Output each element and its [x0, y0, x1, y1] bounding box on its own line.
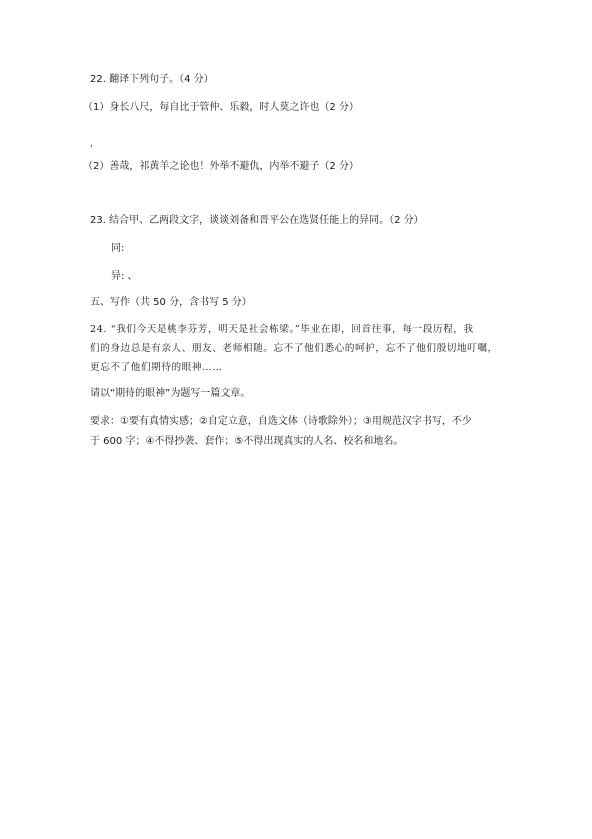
question-22-item-1: （1）身长八尺，每自比于管仲、乐毅，时人莫之许也（2 分） [83, 102, 359, 113]
question-23-diff-label: 异: 、 [111, 271, 138, 282]
question-24-prompt-line-2: 们的身边总是有亲人、朋友、老师相随。忘不了他们悉心的呵护，忘不了他们殷切地叮嘱， [90, 343, 498, 354]
stray-mark: ， [90, 139, 100, 149]
question-23-title: 23. 结合甲、乙两段文字，谈谈刘备和晋平公在选贤任能上的异同。（2 分） [90, 215, 424, 226]
question-23-same-label: 同: [111, 243, 125, 254]
question-22-title: 22. 翻译下列句子。（4 分） [90, 74, 214, 85]
question-24-prompt-line-1: 24. “我们今天是桃李芬芳，明天是社会栋梁。”毕业在即，回首往事，每一段历程，我 [90, 324, 474, 335]
question-22-item-2: （2）善哉，祁黄羊之论也！外举不避仇，内举不避子（2 分） [83, 161, 359, 172]
question-24-prompt-line-3: 更忘不了他们期待的眼神…… [90, 362, 223, 373]
question-24-instruction: 请以“期待的眼神”为题写一篇文章。 [90, 388, 251, 399]
requirements-line-2: 于 600 字；④不得抄袭、套作；⑤不得出现真实的人名、校名和地名。 [90, 436, 404, 447]
section-5-heading: 五、写作（共 50 分，含书写 5 分） [90, 297, 252, 308]
requirements-line-1: 要求：①要有真情实感；②自定立意，自选文体（诗歌除外）；③用规范汉字书写，不少 [90, 416, 472, 427]
